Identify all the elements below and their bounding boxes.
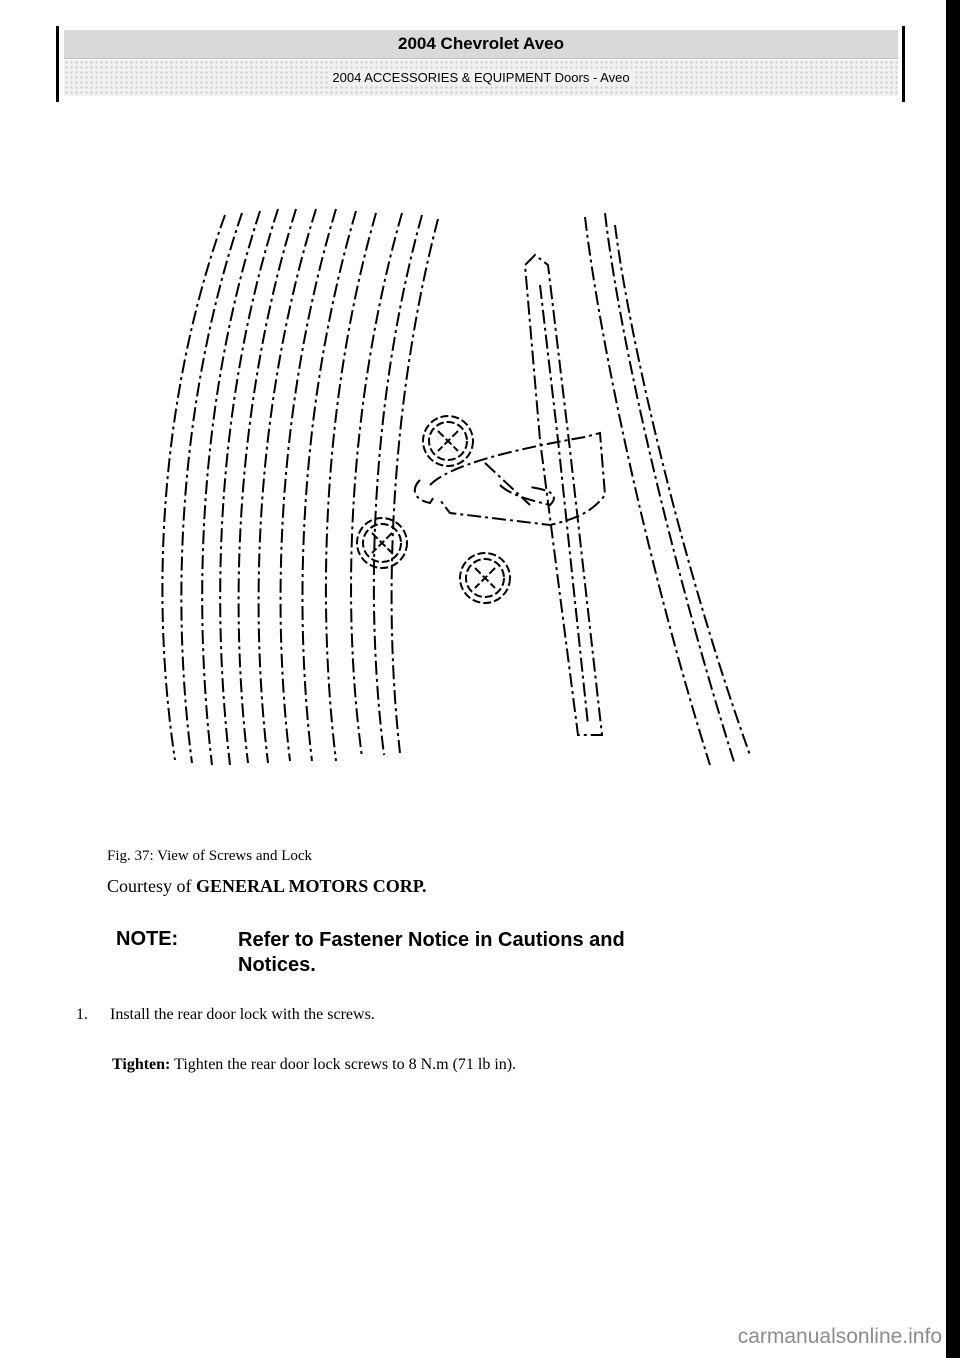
door-frame-line (202, 211, 260, 765)
page-right-border (946, 0, 960, 1358)
watermark: carmanualsonline.info (737, 1325, 942, 1348)
tighten-label: Tighten: (112, 1056, 171, 1073)
door-lock-illustration (130, 195, 780, 795)
note-label: NOTE: (116, 928, 179, 950)
note-text: Refer to Fastener Notice in Cautions and Notices. (238, 929, 625, 976)
lock-strap-edge (485, 463, 530, 505)
lock-strap (430, 433, 605, 525)
courtesy-prefix: Courtesy of (107, 876, 196, 896)
document-title: 2004 Chevrolet Aveo (64, 30, 898, 59)
figure-courtesy (107, 876, 427, 897)
tighten-spec (112, 1056, 516, 1074)
screw (423, 416, 473, 466)
door-frame-line (239, 209, 296, 763)
courtesy-org: GENERAL MOTORS CORP. (196, 876, 427, 896)
screw (460, 553, 510, 603)
door-frame-line (326, 213, 376, 761)
step-number: 1. (76, 1006, 88, 1023)
door-frame-line (181, 213, 242, 763)
figure-caption: Fig. 37: View of Screws and Lock (107, 848, 313, 864)
door-frame-line (162, 215, 225, 760)
tighten-text: Tighten the rear door lock screws to 8 N.m (71 lb in). (170, 1056, 517, 1073)
document-subtitle-text: 2004 ACCESSORIES & EQUIPMENT Doors - Aveo (328, 70, 633, 85)
header-left-rule (56, 26, 59, 102)
header-right-rule (902, 26, 905, 102)
step-text: Install the rear door lock with the screws. (110, 1006, 375, 1023)
screw (357, 518, 407, 568)
door-frame-line (220, 209, 278, 765)
document-subtitle (64, 60, 898, 96)
